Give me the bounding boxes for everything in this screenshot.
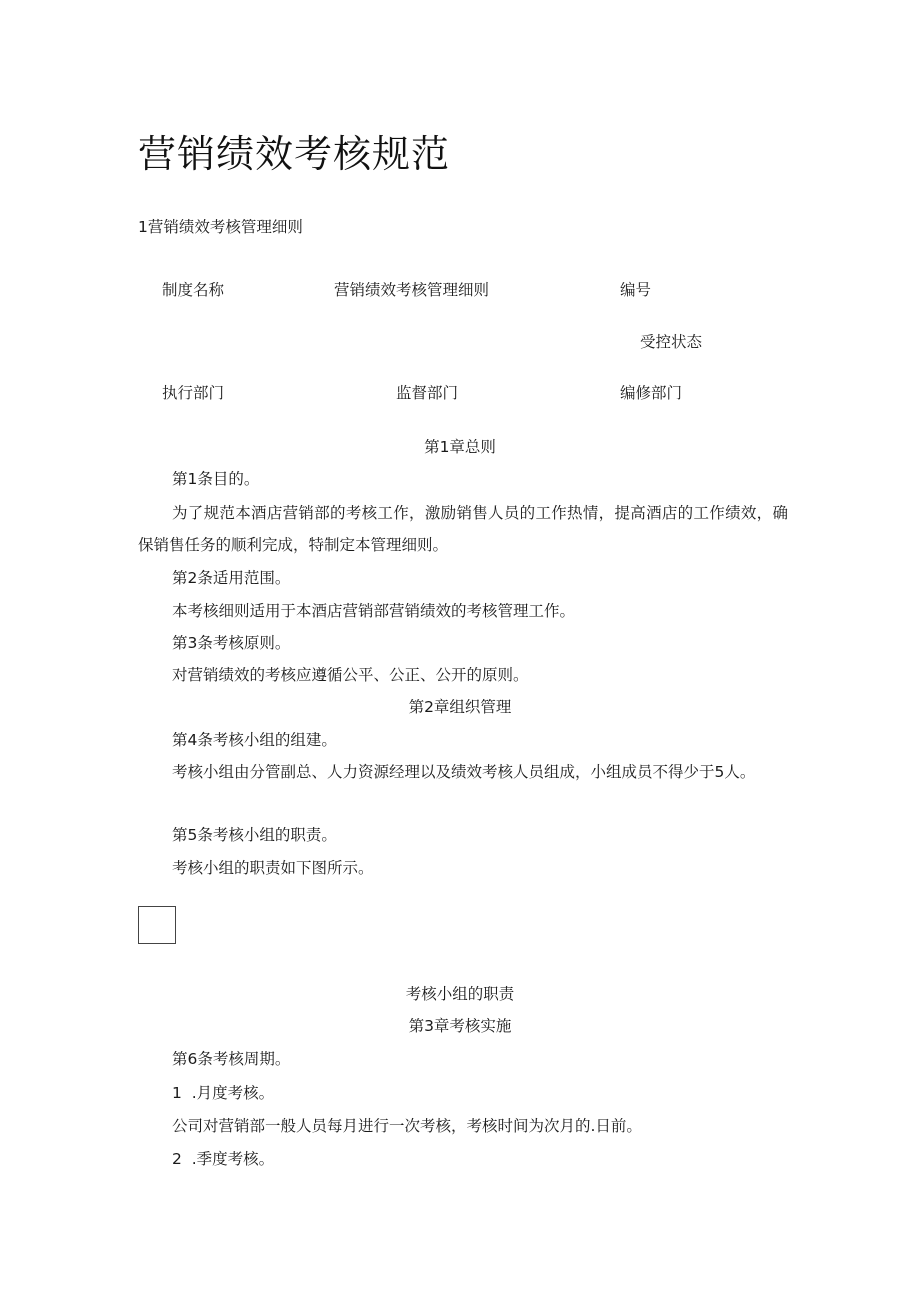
list-item-1-body: 公司对营销部一般人员每月进行一次考核，考核时间为次月的.日前。: [172, 1117, 642, 1135]
label-edit-dept: 编修部门: [620, 384, 683, 402]
article-5-title: 第5条考核小组的职责。: [172, 826, 337, 844]
section-heading: 1营销绩效考核管理细则: [138, 218, 303, 236]
value-system-name: 营销绩效考核管理细则: [334, 281, 490, 299]
list-item-1: 1 .月度考核。: [172, 1084, 275, 1102]
chapter-3-heading: 第3章考核实施: [408, 1017, 512, 1035]
figure-placeholder-image: [138, 906, 176, 944]
article-1-body: 为了规范本酒店营销部的考核工作，激励销售人员的工作热情，提高酒店的工作绩效，确保销售任务的顺利完成，特制定本管理细则。: [138, 504, 788, 554]
list-item-2: 2 .季度考核。: [172, 1150, 275, 1168]
article-3-title: 第3条考核原则。: [172, 634, 291, 652]
article-1-title: 第1条目的。: [172, 470, 260, 488]
label-supervise-dept: 监督部门: [396, 384, 459, 402]
chapter-2-heading: 第2章组织管理: [408, 698, 512, 716]
label-number: 编号: [620, 281, 652, 299]
article-4-title: 第4条考核小组的组建。: [172, 731, 337, 749]
label-exec-dept: 执行部门: [162, 384, 225, 402]
article-4-body: 考核小组由分管副总、人力资源经理以及绩效考核人员组成，小组成员不得少于5人。: [172, 763, 756, 781]
article-2-body: 本考核细则适用于本酒店营销部营销绩效的考核管理工作。: [172, 602, 576, 620]
label-control-status: 受控状态: [640, 333, 703, 351]
article-5-body: 考核小组的职责如下图所示。: [172, 859, 374, 877]
chapter-1-heading: 第1章总则: [424, 438, 496, 456]
article-6-title: 第6条考核周期。: [172, 1050, 291, 1068]
article-3-body: 对营销绩效的考核应遵循公平、公正、公开的原则。: [172, 666, 529, 684]
article-2-title: 第2条适用范围。: [172, 569, 291, 587]
figure-caption: 考核小组的职责: [405, 985, 515, 1003]
label-system-name: 制度名称: [162, 281, 225, 299]
document-title: 营销绩效考核规范: [138, 132, 451, 176]
